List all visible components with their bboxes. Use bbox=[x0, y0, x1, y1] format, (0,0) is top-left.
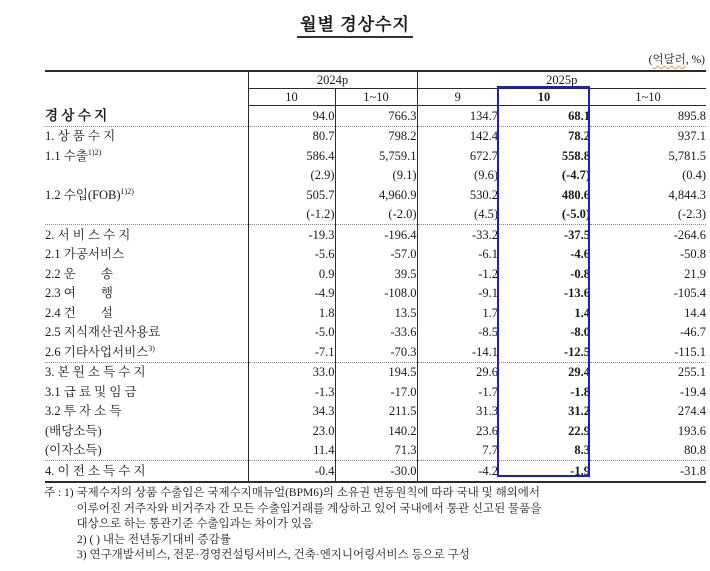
cell-2025p-1to10: -19.4 bbox=[679, 384, 707, 399]
cell-2025p-9: -33.2 bbox=[417, 225, 498, 245]
table-row bbox=[45, 402, 706, 422]
cell-2024p-1to10: 4,960.9 bbox=[335, 185, 417, 205]
cell-2025p-9: (9.6) bbox=[417, 166, 498, 186]
unit-label: (억달러, %) bbox=[648, 54, 705, 66]
cell-2024p-10: -4.9 bbox=[314, 286, 335, 300]
cell-2025p-9: 530.2 bbox=[417, 185, 498, 205]
table-row bbox=[45, 342, 706, 362]
cell-2025p-10: -37.5 bbox=[498, 225, 590, 245]
cell-2025p-9: -1.2 bbox=[417, 264, 498, 284]
cell-2025p-1to10: 895.8 bbox=[677, 108, 707, 123]
row-label: 2.6 기타사업서비스$^{3)}$ bbox=[45, 342, 248, 362]
row-label: 3. 본 원 소 득 수 지 bbox=[45, 362, 248, 382]
cell-2025p-1to10: 4,844.3 bbox=[668, 187, 707, 202]
table-row bbox=[45, 303, 706, 323]
cell-2024p-10: -1.3 bbox=[314, 384, 335, 399]
cell-2025p-10: -1.9 bbox=[498, 461, 590, 482]
row-label bbox=[45, 205, 248, 225]
cell-2025p-10: 480.6 bbox=[561, 187, 590, 202]
cell-2025p-9: -8.5 bbox=[417, 323, 498, 343]
table-row bbox=[45, 185, 706, 205]
cell-2024p-1to10: -108.0 bbox=[335, 284, 417, 304]
cell-2025p-1to10: -115.1 bbox=[674, 344, 707, 359]
row-label: 2.1 가공서비스 bbox=[45, 245, 248, 265]
table-row bbox=[45, 461, 706, 482]
row-label: 2.3 여 행 bbox=[45, 284, 248, 304]
cell-2025p-9: 7.7 bbox=[417, 441, 498, 461]
col-header-2025p-1to10: 1~10 bbox=[590, 89, 706, 106]
cell-2025p-10: -8.0 bbox=[570, 325, 590, 339]
cell-2024p-10: (2.9) bbox=[310, 168, 335, 182]
cell-2024p-10: 33.0 bbox=[248, 362, 335, 382]
table-row bbox=[45, 441, 706, 461]
row-label: 경 상 수 지 bbox=[45, 106, 248, 127]
footnotes bbox=[44, 486, 694, 564]
cell-2025p-10: 78.2 bbox=[498, 126, 590, 146]
cell-2025p-1to10: 5,781.5 bbox=[668, 148, 707, 163]
cell-2025p-9: 672.7 bbox=[417, 146, 498, 166]
row-label: (이자소득) bbox=[45, 441, 248, 461]
cell-2025p-1to10: -46.7 bbox=[679, 325, 707, 339]
row-label: 4. 이 전 소 득 수 지 bbox=[45, 461, 248, 482]
cell-2024p-1to10: 194.5 bbox=[335, 362, 417, 382]
cell-2025p-9: (4.5) bbox=[417, 205, 498, 225]
year-header-row bbox=[45, 71, 706, 89]
current-account-table bbox=[45, 70, 706, 483]
cell-2025p-9: -9.1 bbox=[417, 284, 498, 304]
cell-2024p-1to10: (9.1) bbox=[335, 166, 417, 186]
cell-2025p-10: -4.6 bbox=[570, 247, 590, 261]
cell-2025p-10: -0.8 bbox=[570, 266, 590, 281]
row-label: 3.1 급 료 및 임 금 bbox=[45, 382, 248, 402]
cell-2024p-1to10: 140.2 bbox=[335, 421, 417, 441]
cell-2024p-1to10: -57.0 bbox=[335, 245, 417, 265]
row-label: (배당소득) bbox=[45, 421, 248, 441]
cell-2025p-9: 23.6 bbox=[417, 421, 498, 441]
table-row bbox=[45, 146, 706, 166]
table-row bbox=[45, 264, 706, 284]
row-label: 2.4 건 설 bbox=[45, 303, 248, 323]
cell-2025p-1to10: 80.8 bbox=[684, 443, 707, 457]
table-row bbox=[45, 106, 706, 127]
footnote-marker: 1)2) bbox=[87, 147, 102, 157]
cell-2024p-10: 1.8 bbox=[318, 305, 335, 320]
footnote-1 bbox=[44, 486, 694, 533]
cell-2025p-1to10: (0.4) bbox=[682, 168, 707, 182]
footnote-1-marker: 주 : 1) bbox=[44, 487, 77, 499]
table-row bbox=[45, 245, 706, 265]
cell-2024p-10: -5.6 bbox=[314, 247, 335, 261]
col-header-2025p-10: 10 bbox=[498, 89, 590, 106]
cell-2025p-9: 29.6 bbox=[417, 362, 498, 382]
row-label: 2.2 운 송 bbox=[45, 264, 248, 284]
footnote-3: 3) 연구개발서비스, 전문·경영컨설팅서비스, 건축·엔지니어링서비스 등으로 구성 bbox=[77, 549, 470, 561]
page-title: 월별 경상수지 bbox=[0, 10, 710, 35]
cell-2025p-1to10: -50.8 bbox=[679, 247, 707, 261]
cell-2025p-10: (-5.0) bbox=[561, 207, 590, 221]
cell-2025p-10: -1.8 bbox=[570, 384, 590, 399]
cell-2024p-1to10: 71.3 bbox=[335, 441, 417, 461]
cell-2024p-10: 80.7 bbox=[248, 126, 335, 146]
col-header-2024p-10: 10 bbox=[248, 89, 335, 106]
cell-2025p-1to10: 21.9 bbox=[684, 266, 707, 281]
cell-2025p-1to10: -31.8 bbox=[590, 461, 706, 482]
row-label: 1. 상 품 수 지 bbox=[45, 126, 248, 146]
cell-2024p-1to10: 5,759.1 bbox=[335, 146, 417, 166]
footnote-2: 2) ( ) 내는 전년동기대비 증감률 bbox=[77, 533, 231, 546]
cell-2025p-1to10: 937.1 bbox=[590, 126, 706, 146]
footnote-marker: 3) bbox=[148, 343, 155, 353]
row-label: 2. 서 비 스 수 지 bbox=[45, 225, 248, 245]
cell-2025p-9: -6.1 bbox=[417, 245, 498, 265]
table-row bbox=[45, 323, 706, 343]
footnote-1-text: 국제수지의 상품 수출입은 국제수지매뉴얼(BPM6)의 소유권 변동원칙에 따라 국내 및 해외에서 이루어진 거주자와 비거주자 간 모든 수출입거래를 계상하고 있어 국내에서 통관 신고된 물품을 대상으로 하는 통관기준 수출입과는 차이가 있음 bbox=[76, 487, 542, 530]
cell-2025p-9: 134.7 bbox=[417, 106, 498, 127]
cell-2025p-9: 1.7 bbox=[417, 303, 498, 323]
row-label: 1.1 수출$^{1)2)}$ bbox=[45, 146, 248, 166]
cell-2024p-10: -7.1 bbox=[314, 344, 335, 359]
cell-2025p-1to10: -105.4 bbox=[673, 286, 707, 300]
cell-2025p-9: 142.4 bbox=[417, 126, 498, 146]
cell-2025p-10: 558.8 bbox=[561, 148, 590, 163]
cell-2024p-10: -5.0 bbox=[314, 325, 335, 339]
cell-2025p-1to10: 255.1 bbox=[590, 362, 706, 382]
cell-2025p-1to10: 193.6 bbox=[677, 423, 707, 438]
cell-2024p-1to10: 39.5 bbox=[335, 264, 417, 284]
cell-2025p-9: -4.2 bbox=[417, 461, 498, 482]
cell-2024p-10: -19.3 bbox=[248, 225, 335, 245]
table-row bbox=[45, 225, 706, 245]
cell-2025p-1to10: -264.6 bbox=[590, 225, 706, 245]
year-2025p-header: 2025p bbox=[417, 71, 706, 89]
cell-2025p-10: 22.9 bbox=[568, 423, 590, 438]
cell-2024p-1to10: -196.4 bbox=[335, 225, 417, 245]
cell-2024p-10: 11.4 bbox=[313, 443, 335, 457]
row-label: 2.5 지식재산권사용료 bbox=[45, 323, 248, 343]
cell-2024p-1to10: 766.3 bbox=[335, 106, 417, 127]
cell-2025p-1to10: (-2.3) bbox=[677, 207, 707, 221]
cell-2024p-10: 34.3 bbox=[312, 404, 335, 418]
cell-2025p-9: -1.7 bbox=[417, 382, 498, 402]
table-row bbox=[45, 421, 706, 441]
cell-2025p-10: 68.1 bbox=[568, 108, 590, 123]
cell-2025p-1to10: 14.4 bbox=[684, 305, 707, 320]
cell-2024p-10: 94.0 bbox=[312, 108, 335, 123]
header-corner-cell bbox=[45, 71, 248, 106]
row-label: 1.2 수입(FOB)$^{1)2)}$ bbox=[45, 185, 248, 205]
table-row bbox=[45, 126, 706, 146]
cell-2025p-10: -13.6 bbox=[563, 286, 590, 300]
cell-2025p-10: (-4.7) bbox=[561, 168, 590, 182]
row-label bbox=[45, 166, 248, 186]
cell-2024p-1to10: -30.0 bbox=[335, 461, 417, 482]
table-row bbox=[45, 382, 706, 402]
cell-2024p-1to10: 13.5 bbox=[335, 303, 417, 323]
cell-2025p-10: 8.3 bbox=[574, 443, 590, 457]
cell-2024p-10: (-1.2) bbox=[306, 207, 335, 221]
cell-2025p-1to10: 274.4 bbox=[677, 404, 707, 418]
cell-2024p-10: -0.4 bbox=[248, 461, 335, 482]
table-row bbox=[45, 166, 706, 186]
table-row bbox=[45, 205, 706, 225]
col-header-2024p-1to10: 1~10 bbox=[335, 89, 417, 106]
cell-2025p-9: 31.3 bbox=[417, 402, 498, 422]
cell-2025p-9: -14.1 bbox=[417, 342, 498, 362]
cell-2024p-1to10: -17.0 bbox=[335, 382, 417, 402]
table-row bbox=[45, 362, 706, 382]
table-row bbox=[45, 284, 706, 304]
row-label: 3.2 투 자 소 득 bbox=[45, 402, 248, 422]
cell-2024p-1to10: -70.3 bbox=[335, 342, 417, 362]
cell-2024p-10: 23.0 bbox=[312, 423, 335, 438]
footnote-marker: 1)2) bbox=[120, 186, 134, 196]
cell-2024p-1to10: 798.2 bbox=[335, 126, 417, 146]
cell-2024p-1to10: 211.5 bbox=[335, 402, 417, 422]
cell-2024p-1to10: -33.6 bbox=[335, 323, 417, 343]
cell-2024p-10: 505.7 bbox=[306, 187, 335, 202]
cell-2024p-10: 0.9 bbox=[318, 266, 335, 281]
cell-2025p-10: 29.4 bbox=[498, 362, 590, 382]
cell-2025p-10: -12.5 bbox=[563, 344, 590, 359]
cell-2025p-10: 1.4 bbox=[574, 305, 590, 320]
col-header-2025p-9: 9 bbox=[417, 89, 498, 106]
year-2024p-header: 2024p bbox=[248, 71, 417, 89]
cell-2024p-1to10: (-2.0) bbox=[335, 205, 417, 225]
cell-2024p-10: 586.4 bbox=[306, 148, 335, 163]
cell-2025p-10: 31.2 bbox=[568, 404, 590, 418]
